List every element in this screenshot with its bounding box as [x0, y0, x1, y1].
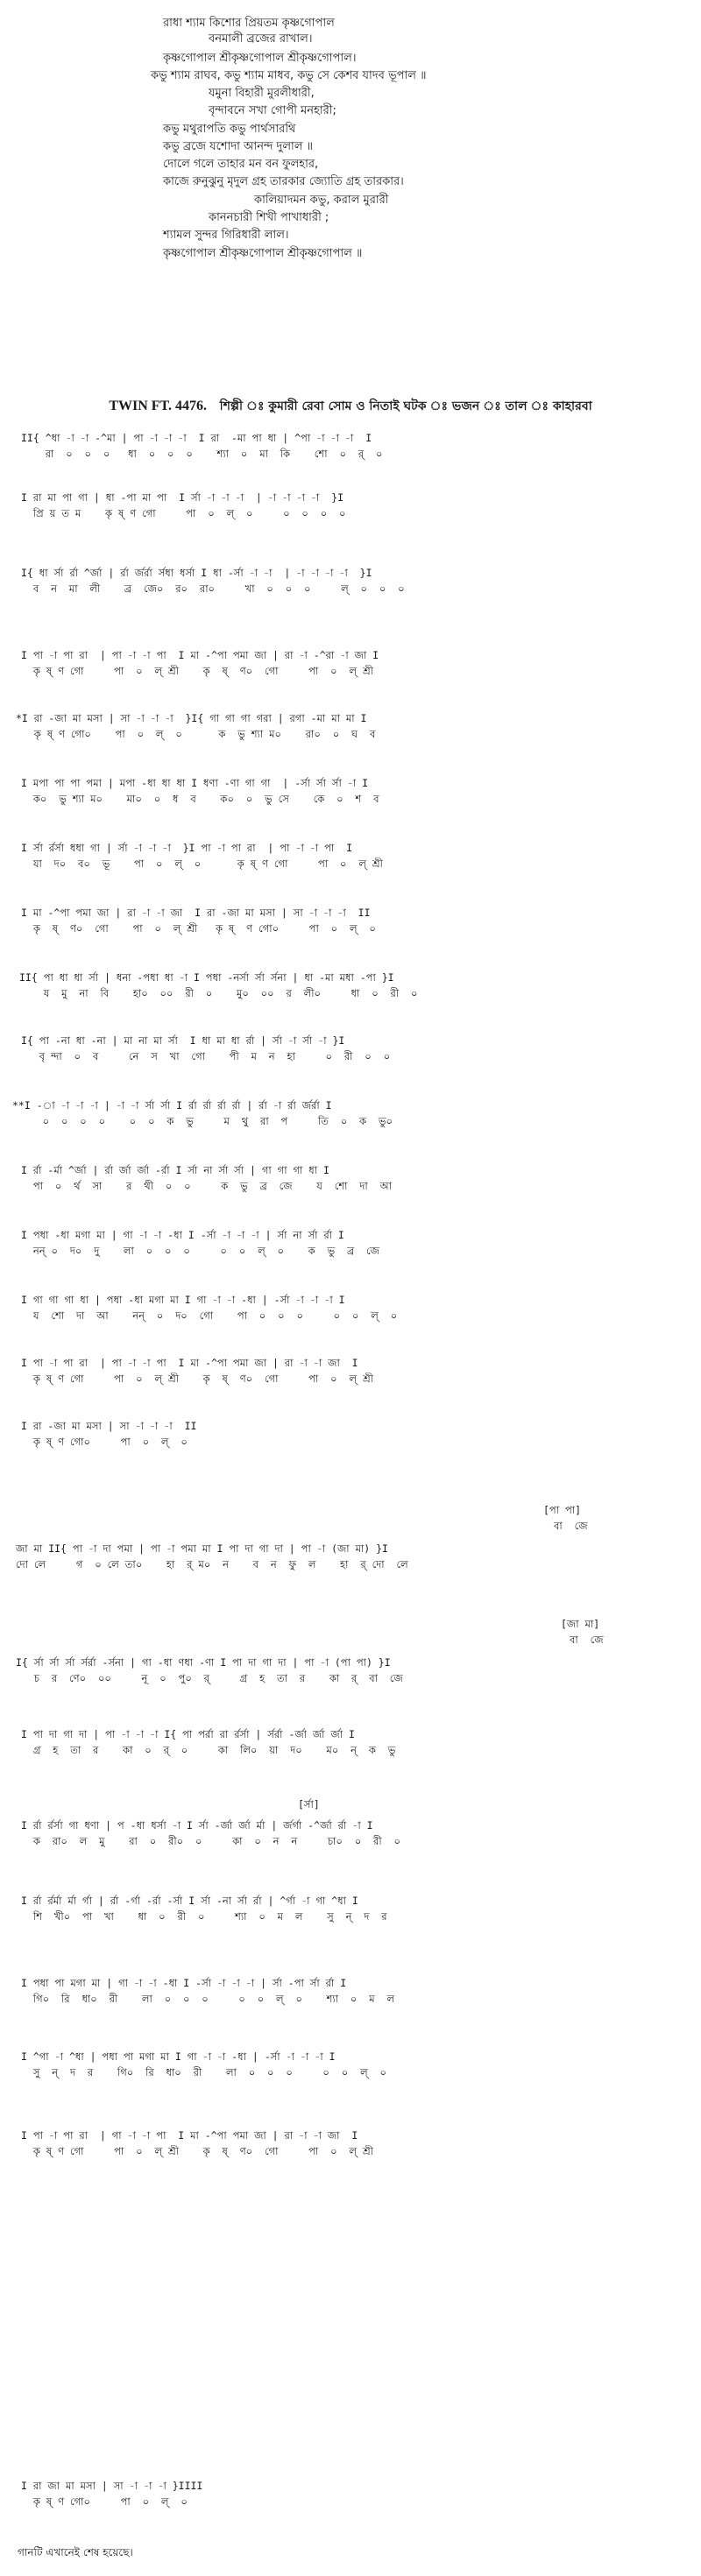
syllables-line: ক০ ভু শ্যা ম০ মা০ ০ ধ ব ক০ ০ ভু সে কে ০ শ ব	[21, 793, 379, 805]
syllables-line: য মু না বি হা০ ০০ রী ০ মু০ ০০ র লী০ ধা ০ রী ০	[19, 987, 418, 999]
notes-line: I র্রা র্রর্সা গা ধণা | প -ধা ধর্সা -া I র্সা -র্জা র্জা র্মা | র্জর্গা -^র্জা র্রা -া I	[21, 1819, 373, 1831]
syllables-line: য শো দা আ নন্‌ ০ দ০ গো পা ০ ০ ০ ০ ০ ল্‌ ০	[21, 1309, 398, 1322]
notes-line: I র্রা র্রর্মা র্মা র্গা | র্রা -র্গা -র্রা -র্সা I র্সা -না র্সা র্রা | ^র্গা -া গা ^ধা I	[21, 1895, 358, 1907]
bracket-note-annotation: [জা মা]	[561, 1618, 600, 1630]
lyric-line: কাননচারী শিখী পাখাধারী ;	[209, 211, 329, 224]
syllables-line: যা দ০ ব০ ভূ পা ০ ল্‌ ০ কৃ ষ্‌ ণ গো পা ০ ল্‌ শ্রী	[21, 857, 383, 870]
syllables-line: শি খী০ পা খা ধা ০ রী ০ শ্যা ০ ম ল সু ন্‌ দ র	[21, 1910, 387, 1923]
syllables-line: রা ০ ০ ০ ধা ০ ০ ০ শ্যা ০ মা কি শো ০ র্‌ ০	[21, 448, 383, 460]
bracket-syllable-annotation: বা জে	[554, 1520, 588, 1532]
bracket-note-annotation: [পা পা]	[543, 1504, 582, 1516]
notes-line: I র্রা -র্মা ^র্জা | র্রা র্জা র্জা -র্রা I র্সা না র্সা র্সা | গা গা গা ধা I	[21, 1164, 329, 1176]
notes-line: I মপা পা পা পমা | মপা -ধা ধা ধা I ধণা -ণা গা গা | -র্সা র্সা র্সা -া I	[21, 777, 369, 789]
syllables-line: কৃ ষ্‌ ণ গো০ পা ০ ল্‌ ০ ক ভু শ্যা ম০ রা০ ০ ঘ ব	[16, 728, 376, 740]
notes-line: *I রা -জা মা মসা | সা -া -া -া }I{ গা গা গা গরা | রগা -মা মা মা I	[16, 712, 367, 724]
syllables-line: গ্র হ তা র কা ০ র্‌ ০ কা লি০ য়া দ০ ম০ ন্‌ ক ভু	[21, 1744, 396, 1756]
bracket-syllable-annotation: বা জে	[570, 1634, 604, 1646]
lyric-line: বনমালী ব্রজের রাখাল।	[209, 32, 313, 46]
syllables-line: ব ন মা লী ব্র জে০ র০ রা০ খা ০ ০ ০ ল্‌ ০ ০ ০	[21, 582, 405, 595]
notes-line: I র্সা র্রর্সা ধধা গা | র্সা -া -া -া }I পা -া পা রা | পা -া -া পা I	[21, 842, 353, 854]
artist-credits: শিল্পী ঃ কুমারী রেবা সোম ও নিতাই ঘটক ঃ ভজন ঃ তাল ঃ কাহারবা	[219, 399, 592, 413]
syllables-line: বৃ ন্দা ০ ব নে স খা গো পী ম ন হা ০ রী ০ ০	[21, 1050, 391, 1062]
lyric-line: শ্যামল সুন্দর গিরিধারী লাল।	[163, 229, 289, 242]
notes-line: I পা -া পা রা | গা -া -া পা I মা -^পা পমা জা | রা -া -া জা I	[21, 2129, 358, 2142]
notes-line: I{ র্সা র্সা র্সা র্সর্রা -র্সনা | গা -ধা ণধা -ণা I পা দা গা দা | পা -া (পা পা) }I	[16, 1656, 391, 1669]
syllables-line: কৃ ষ্‌ ণ গো০ পা ০ ল্‌ ০	[21, 1436, 188, 1448]
syllables-line: ক রা০ ল মু রা ০ রী০ ০ কা ০ ন ন চা০ ০ রী ০	[21, 1835, 400, 1847]
syllables-line: প্রি য় ত ম কৃ ষ্‌ ণ গো পা ০ ল্‌ ০ ০ ০ ০ ০	[21, 507, 346, 519]
lyric-line: কভু ব্রজে যশোদা আনন্দ দুলাল ॥	[163, 140, 313, 153]
lyric-line: যমুনা বিহারী মুরলীধারী,	[209, 87, 315, 100]
lyric-line: কাজে রুনুঝুনু মৃদুল গ্রহ তারকার জ্যোতি গ্রহ তারকার।	[163, 175, 404, 188]
notes-line: I রা -জা মা মসা | সা -া -া -া II	[21, 1420, 197, 1432]
notes-line: I পা দা গা দা | পা -া -া -া I{ পা পর্রা রা র্রর্সা | র্সর্রা -র্জা র্জা র্জা I	[21, 1728, 355, 1740]
syllables-line: কৃ ষ্‌ ণ০ গো পা ০ ল্‌ শ্রী কৃ ষ্‌ ণ গো০ পা ০ ল্‌ ০	[21, 922, 376, 935]
lyric-line: কালিয়াদমন কভু, করাল মুরারী	[254, 194, 389, 207]
notes-line: II{ ^ধা -া -া -^মা | পা -া -া -া I রা -মা পা ধা | ^পা -া -া -া I	[21, 432, 372, 444]
notes-line: জা মা II{ পা -া দা পমা | পা -া পমা মা I পা দা গা দা | পা -া (জা মা) }I	[16, 1542, 388, 1555]
lyric-line: বৃন্দাবনে সখা গোপী মনহারী;	[209, 104, 336, 117]
notes-line: **I -া -া -া -া | -া -া র্সা র্সা I র্রা র্রা র্রা র্রা | র্রা -া র্রা র্জর্রা I	[12, 1099, 332, 1112]
closing-note: গানটি এখানেই শেষ হয়েছে।	[18, 2546, 133, 2558]
syllables-line: গি০ রি ধা০ রী লা ০ ০ ০ ০ ০ ল্‌ ০ শ্যা ০ ম ল	[21, 1993, 395, 2005]
bracket-note-annotation: [র্সা]	[298, 1798, 320, 1810]
notes-line: I{ ধা র্সা র্রা ^র্জা | র্রা র্জর্রা র্সধা ধর্সা I ধা -র্সা -া -া | -া -া -া -া }I	[21, 567, 372, 579]
notes-line: I ^গা -া ^ধা | পধা পা মগা মা I গা -া -া -ধা | -র্সা -া -া -া I	[21, 2050, 336, 2063]
syllables-line: ০ ০ ০ ০ ০ ০ ক ভু ম থু রা প তি ০ ক ভু০	[12, 1115, 393, 1127]
notes-line: I{ পা -না ধা -না | মা না মা র্সা I ধা মা ধা র্রা | র্সা -া র্সা -া }I	[21, 1034, 345, 1047]
song-header	[0, 396, 701, 417]
record-code: TWIN FT. 4476.	[109, 399, 208, 413]
lyric-line: কৃষ্ণগোপাল শ্রীকৃষ্ণগোপাল শ্রীকৃষ্ণগোপাল।	[163, 52, 357, 65]
notes-line: I রা মা পা গা | ধা -পা মা পা I র্সা -া -া -া | -া -া -া -া }I	[21, 491, 344, 504]
notes-line: II{ পা ধা ধা র্সা | ধনা -পধা ধা -া I পধা -নর্সা র্সা র্সনা | ধা -মা মধা -পা }I	[19, 971, 394, 984]
syllables-line: সু ন্‌ দ র গি০ রি ধা০ রী লা ০ ০ ০ ০ ০ ল্‌ ০	[21, 2066, 386, 2078]
syllables-line: নন্‌ ০ দ০ দু লা ০ ০ ০ ০ ০ ল্‌ ০ ক ভু ব্র জে	[21, 1245, 379, 1257]
syllables-line: কৃ ষ্‌ ণ গো পা ০ ল্‌ শ্রী কৃ ষ্‌ ণ০ গো পা ০ ল্‌ শ্রী	[21, 1373, 373, 1385]
notes-line: I মা -^পা পমা জা | রা -া -া জা I রা -জা মা মসা | সা -া -া -া II	[21, 907, 371, 919]
syllables-line: কৃ ষ্‌ ণ গো পা ০ ল্‌ শ্রী কৃ ষ্‌ ণ০ গো পা ০ ল্‌ শ্রী	[21, 665, 373, 677]
lyric-line: কৃষ্ণগোপাল শ্রীকৃষ্ণগোপাল শ্রীকৃষ্ণগোপাল ॥	[163, 247, 363, 260]
notes-line: I গা গা গা ধা | পধা -ধা মগা মা I গা -া -া -ধা | -র্সা -া -া -া I	[21, 1294, 345, 1306]
syllables-line: দো লে গ ০ লে তা০ হা র্‌ ম০ ন ব ন ফু ল হা র্‌ দো লে	[16, 1558, 408, 1570]
lyric-line: কভু শ্যাম রাঘব, কভু শ্যাম মাধব, কভু সে কেশব যাদব ভূপাল ॥	[151, 69, 427, 82]
syllables-line: কৃ ষ্‌ ণ গো০ পা ০ ল্‌ ০	[21, 2495, 188, 2508]
notes-line: I রা জা মা মসা | সা -া -া -া }IIII	[21, 2480, 203, 2492]
lyric-line: রাধা শ্যাম কিশোর প্রিয়তম কৃষ্ণগোপাল	[163, 17, 335, 30]
notes-line: I পা -া পা রা | পা -া -া পা I মা -^পা পমা জা | রা -া -া জা I	[21, 1357, 358, 1369]
notes-line: I পা -া পা রা | পা -া -া পা I মা -^পা পমা জা | রা -া -^রা -া জা I	[21, 649, 379, 661]
syllables-line: কৃ ষ্‌ ণ গো পা ০ ল্‌ শ্রী কৃ ষ্‌ ণ০ গো পা ০ ল্‌ শ্রী	[21, 2145, 373, 2157]
notes-line: I পধা -ধা মগা মা | গা -া -া -ধা I -র্সা -া -া -া | র্সা না র্সা র্রা I	[21, 1229, 344, 1241]
syllables-line: পা ০ র্থ সা র থী ০ ০ ক ভু ব্র জে য শো দা আ	[21, 1180, 393, 1192]
syllables-line: চ র ণে০ ০০ নূ ০ পু০ র্‌ গ্র হ তা র কা র্‌ বা জে	[16, 1672, 403, 1684]
lyric-line: দোলে গলে তাহার মন বন ফুলহার,	[163, 158, 319, 171]
lyric-line: কভু মথুরাপতি কভু পার্থসারথি	[163, 123, 296, 136]
notes-line: I পধা পা মগা মা | গা -া -া -ধা I -র্সা -া -া -া | র্সা -পা র্সা র্রা I	[21, 1977, 347, 1989]
